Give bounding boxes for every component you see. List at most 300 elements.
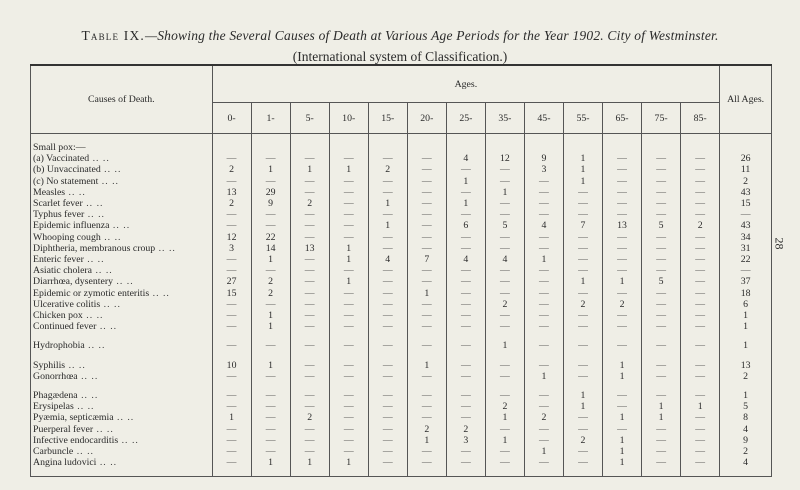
table-row <box>31 371 772 382</box>
table-row <box>31 265 772 276</box>
age-value-cell: 1 <box>407 360 446 371</box>
age-value-cell: — <box>407 220 446 231</box>
all-ages-cell: 43 <box>720 220 772 231</box>
age-value-cell: — <box>446 371 485 382</box>
age-value-cell: 1 <box>368 220 407 231</box>
age-value-cell: 29 <box>251 187 290 198</box>
age-value-cell: 2 <box>212 164 251 175</box>
age-value-cell: — <box>681 457 720 468</box>
age-value-cell: — <box>603 243 642 254</box>
age-value-cell <box>212 142 251 153</box>
age-value-cell: 1 <box>251 360 290 371</box>
age-value-cell: — <box>681 435 720 446</box>
table-title-lead: Table IX. <box>81 28 145 43</box>
age-value-cell: — <box>485 176 524 187</box>
age-group-header: 45- <box>524 103 563 134</box>
spacer-row <box>31 134 772 143</box>
age-value-cell: 1 <box>251 321 290 332</box>
age-value-cell: 2 <box>681 220 720 231</box>
age-value-cell: — <box>212 220 251 231</box>
age-value-cell: — <box>329 153 368 164</box>
all-ages-cell: 2 <box>720 176 772 187</box>
all-ages-cell <box>720 142 772 153</box>
age-value-cell: — <box>446 390 485 401</box>
cause-label: Asiatic cholera <box>33 265 93 277</box>
spacer-row <box>31 332 772 340</box>
age-value-cell: — <box>681 276 720 287</box>
age-value-cell: — <box>368 209 407 220</box>
age-value-cell: — <box>603 176 642 187</box>
all-ages-column-header: All Ages. <box>720 65 772 134</box>
age-value-cell: — <box>446 299 485 310</box>
cause-label: Epidemic influenza <box>33 220 110 232</box>
age-value-cell: — <box>485 288 524 299</box>
age-value-cell: — <box>524 209 563 220</box>
leader-dots: .. .. <box>73 401 95 413</box>
age-value-cell: — <box>329 220 368 231</box>
cause-label: Typhus fever <box>33 209 85 221</box>
age-value-cell: — <box>407 401 446 412</box>
age-value-cell: — <box>524 187 563 198</box>
age-value-cell: 7 <box>563 220 602 231</box>
age-value-cell: 15 <box>212 288 251 299</box>
leader-dots: .. .. <box>98 175 119 187</box>
age-value-cell: — <box>524 176 563 187</box>
table-row <box>31 310 772 321</box>
age-value-cell: — <box>368 310 407 321</box>
age-value-cell: — <box>329 299 368 310</box>
age-value-cell: — <box>642 446 681 457</box>
age-value-cell: — <box>603 265 642 276</box>
leader-dots: .. .. <box>82 310 104 322</box>
all-ages-cell: 8 <box>720 412 772 423</box>
age-value-cell <box>485 142 524 153</box>
all-ages-cell: 22 <box>720 254 772 265</box>
age-group-header: 15- <box>368 103 407 134</box>
leader-dots: .. .. <box>96 321 118 333</box>
age-value-cell: — <box>407 371 446 382</box>
age-value-cell: 9 <box>524 153 563 164</box>
spacer-row <box>31 382 772 390</box>
age-value-cell: 14 <box>251 243 290 254</box>
all-ages-cell: 26 <box>720 153 772 164</box>
age-group-header: 65- <box>603 103 642 134</box>
age-value-cell: — <box>524 424 563 435</box>
age-value-cell: 1 <box>563 164 602 175</box>
leader-dots: .. .. <box>93 423 114 435</box>
age-value-cell: — <box>290 401 329 412</box>
age-value-cell: 1 <box>407 288 446 299</box>
age-value-cell: 6 <box>446 220 485 231</box>
age-value-cell: — <box>329 371 368 382</box>
age-value-cell: — <box>563 288 602 299</box>
age-value-cell: — <box>329 412 368 423</box>
age-value-cell: — <box>290 288 329 299</box>
age-value-cell: — <box>329 232 368 243</box>
age-value-cell: — <box>368 299 407 310</box>
age-value-cell: — <box>603 321 642 332</box>
leader-dots: .. .. <box>84 340 106 352</box>
cause-label: Syphilis <box>33 359 66 371</box>
table-row <box>31 187 772 198</box>
age-value-cell: — <box>563 321 602 332</box>
age-value-cell: — <box>407 390 446 401</box>
age-value-cell <box>251 142 290 153</box>
age-value-cell: 7 <box>407 254 446 265</box>
table-row <box>31 457 772 468</box>
age-value-cell: — <box>485 164 524 175</box>
cause-cell <box>31 176 213 187</box>
cause-label: Epidemic or zymotic enteritis <box>33 287 150 299</box>
age-value-cell: 3 <box>446 435 485 446</box>
age-value-cell: — <box>642 288 681 299</box>
age-value-cell: — <box>251 435 290 446</box>
age-value-cell: — <box>446 187 485 198</box>
table-row <box>31 232 772 243</box>
age-value-cell: — <box>524 243 563 254</box>
age-value-cell: — <box>563 412 602 423</box>
age-value-cell: 2 <box>368 164 407 175</box>
age-value-cell: — <box>524 288 563 299</box>
age-value-cell: — <box>446 340 485 351</box>
age-value-cell: — <box>407 299 446 310</box>
age-value-cell: 1 <box>485 187 524 198</box>
age-value-cell: — <box>642 390 681 401</box>
leader-dots: .. .. <box>77 370 99 382</box>
age-value-cell: 1 <box>251 457 290 468</box>
age-value-cell: — <box>407 265 446 276</box>
age-value-cell: — <box>368 412 407 423</box>
age-value-cell: 5 <box>485 220 524 231</box>
table-body <box>31 134 772 477</box>
age-value-cell: — <box>290 232 329 243</box>
age-value-cell: — <box>407 340 446 351</box>
age-group-header: 25- <box>446 103 485 134</box>
age-value-cell: — <box>446 457 485 468</box>
page-number: 28 <box>772 237 787 250</box>
age-value-cell: — <box>212 340 251 351</box>
leader-dots: .. .. <box>112 276 134 288</box>
age-value-cell: — <box>407 176 446 187</box>
age-value-cell: — <box>642 232 681 243</box>
all-ages-cell: 6 <box>720 299 772 310</box>
age-value-cell: 1 <box>368 198 407 209</box>
age-value-cell: 10 <box>212 360 251 371</box>
age-value-cell: — <box>681 243 720 254</box>
cause-label: (b) Unvaccinated <box>33 164 101 176</box>
leader-dots: .. .. <box>113 412 135 424</box>
age-value-cell: — <box>446 164 485 175</box>
age-value-cell: — <box>485 424 524 435</box>
table-row <box>31 435 772 446</box>
age-value-cell: — <box>603 232 642 243</box>
age-value-cell: 1 <box>603 276 642 287</box>
age-value-cell: — <box>681 254 720 265</box>
age-value-cell: — <box>212 209 251 220</box>
table-row <box>31 164 772 175</box>
age-value-cell: 13 <box>603 220 642 231</box>
age-value-cell: — <box>524 340 563 351</box>
all-ages-cell: 1 <box>720 390 772 401</box>
cause-cell <box>31 243 213 254</box>
age-value-cell: 27 <box>212 276 251 287</box>
age-value-cell: — <box>603 153 642 164</box>
cause-cell <box>31 232 213 243</box>
age-value-cell: — <box>251 424 290 435</box>
age-value-cell: — <box>563 198 602 209</box>
cause-label: Continued fever <box>33 321 97 333</box>
age-value-cell: — <box>407 457 446 468</box>
age-value-cell: — <box>681 153 720 164</box>
table-row <box>31 446 772 457</box>
age-value-cell: 1 <box>642 412 681 423</box>
cause-cell <box>31 321 213 332</box>
age-value-cell: — <box>251 265 290 276</box>
age-value-cell: — <box>446 276 485 287</box>
age-value-cell: — <box>524 435 563 446</box>
cause-label: Small pox:— <box>33 142 86 153</box>
cause-cell <box>31 187 213 198</box>
age-value-cell: — <box>407 164 446 175</box>
age-value-cell: 1 <box>446 176 485 187</box>
age-value-cell: — <box>329 321 368 332</box>
cause-cell <box>31 265 213 276</box>
leader-dots: .. .. <box>96 457 118 469</box>
age-value-cell: 4 <box>524 220 563 231</box>
age-value-cell <box>563 142 602 153</box>
age-group-header: 5- <box>290 103 329 134</box>
age-value-cell: — <box>563 265 602 276</box>
age-value-cell: — <box>290 371 329 382</box>
age-value-cell: — <box>290 254 329 265</box>
cause-cell <box>31 198 213 209</box>
age-value-cell: — <box>563 424 602 435</box>
age-value-cell: — <box>368 232 407 243</box>
age-value-cell: 1 <box>446 198 485 209</box>
age-value-cell: — <box>251 340 290 351</box>
age-value-cell: — <box>681 299 720 310</box>
age-value-cell <box>681 142 720 153</box>
age-value-cell: 1 <box>485 412 524 423</box>
age-value-cell: — <box>212 265 251 276</box>
age-value-cell: — <box>329 187 368 198</box>
age-value-cell: — <box>642 424 681 435</box>
all-ages-cell: 37 <box>720 276 772 287</box>
age-value-cell: — <box>642 187 681 198</box>
age-value-cell: — <box>681 390 720 401</box>
age-value-cell: — <box>603 209 642 220</box>
cause-cell <box>31 153 213 164</box>
age-value-cell: — <box>603 310 642 321</box>
all-ages-cell: 2 <box>720 371 772 382</box>
age-value-cell: 3 <box>524 164 563 175</box>
age-value-cell: 1 <box>603 371 642 382</box>
age-value-cell: — <box>524 232 563 243</box>
cause-cell <box>31 435 213 446</box>
age-value-cell: — <box>681 321 720 332</box>
age-value-cell: — <box>446 265 485 276</box>
age-value-cell: 1 <box>524 446 563 457</box>
all-ages-cell: 11 <box>720 164 772 175</box>
age-value-cell: — <box>212 310 251 321</box>
all-ages-cell: 43 <box>720 187 772 198</box>
age-value-cell <box>407 142 446 153</box>
age-value-cell: — <box>485 232 524 243</box>
age-value-cell: — <box>642 254 681 265</box>
leader-dots: .. .. <box>73 446 94 458</box>
table-row <box>31 198 772 209</box>
age-value-cell: — <box>681 265 720 276</box>
age-value-cell <box>290 142 329 153</box>
age-group-header: 55- <box>563 103 602 134</box>
cause-label: Whooping cough <box>33 231 101 243</box>
age-value-cell: — <box>642 321 681 332</box>
age-value-cell: 4 <box>368 254 407 265</box>
spacer-row <box>31 352 772 360</box>
age-value-cell: — <box>290 435 329 446</box>
cause-cell <box>31 401 213 412</box>
age-value-cell: 1 <box>603 360 642 371</box>
age-value-cell: — <box>368 321 407 332</box>
age-value-cell: 9 <box>251 198 290 209</box>
all-ages-cell: 15 <box>720 198 772 209</box>
age-value-cell: — <box>368 390 407 401</box>
age-value-cell: — <box>368 153 407 164</box>
age-value-cell: — <box>642 265 681 276</box>
age-value-cell: — <box>446 446 485 457</box>
age-value-cell: — <box>329 340 368 351</box>
age-value-cell: 22 <box>251 232 290 243</box>
leader-dots: .. .. <box>155 242 176 254</box>
age-value-cell: 1 <box>681 401 720 412</box>
cause-label: Enteric fever <box>33 254 84 266</box>
age-value-cell: — <box>563 446 602 457</box>
cause-label: Diphtheria, membranous croup <box>33 242 156 254</box>
all-ages-cell: — <box>720 209 772 220</box>
age-value-cell: — <box>681 424 720 435</box>
age-value-cell: — <box>407 446 446 457</box>
age-value-cell: — <box>642 360 681 371</box>
age-value-cell: — <box>368 187 407 198</box>
age-value-cell: 1 <box>563 401 602 412</box>
causes-of-death-table <box>30 64 772 477</box>
age-value-cell: 1 <box>563 176 602 187</box>
leader-dots: .. .. <box>83 254 105 266</box>
age-value-cell: — <box>329 265 368 276</box>
age-value-cell: — <box>329 209 368 220</box>
table-row <box>31 412 772 423</box>
age-value-cell: — <box>485 457 524 468</box>
age-value-cell: — <box>212 446 251 457</box>
age-value-cell: — <box>485 310 524 321</box>
age-value-cell: — <box>329 360 368 371</box>
age-value-cell: — <box>603 198 642 209</box>
age-value-cell: — <box>603 401 642 412</box>
age-value-cell: — <box>524 198 563 209</box>
age-value-cell: — <box>212 401 251 412</box>
age-value-cell: — <box>329 176 368 187</box>
age-group-header: 0- <box>212 103 251 134</box>
leader-dots: .. .. <box>100 298 121 310</box>
table-row <box>31 254 772 265</box>
age-group-header: 1- <box>251 103 290 134</box>
age-value-cell: — <box>485 390 524 401</box>
age-value-cell: — <box>251 371 290 382</box>
age-value-cell: — <box>681 209 720 220</box>
age-value-cell <box>603 142 642 153</box>
age-value-cell: 12 <box>212 232 251 243</box>
age-value-cell: — <box>212 390 251 401</box>
age-value-cell: — <box>446 209 485 220</box>
age-value-cell: — <box>212 153 251 164</box>
age-value-cell: — <box>603 390 642 401</box>
age-value-cell: 1 <box>603 446 642 457</box>
cause-label: Carbuncle <box>33 446 74 458</box>
cause-label: Diarrhœa, dysentery <box>33 276 113 288</box>
age-value-cell: — <box>368 340 407 351</box>
all-ages-cell: 18 <box>720 288 772 299</box>
age-value-cell: 1 <box>329 254 368 265</box>
age-value-cell: — <box>368 243 407 254</box>
age-value-cell: — <box>603 424 642 435</box>
age-value-cell: — <box>329 435 368 446</box>
age-value-cell <box>329 142 368 153</box>
age-value-cell: — <box>251 390 290 401</box>
age-value-cell: — <box>368 360 407 371</box>
age-value-cell: — <box>290 310 329 321</box>
age-value-cell: 5 <box>642 220 681 231</box>
cause-cell <box>31 288 213 299</box>
age-value-cell: — <box>368 176 407 187</box>
age-value-cell: — <box>563 340 602 351</box>
age-value-cell: 1 <box>563 390 602 401</box>
cause-label: Ulcerative colitis <box>33 298 101 310</box>
age-value-cell: — <box>524 401 563 412</box>
age-value-cell: — <box>251 412 290 423</box>
age-group-header: 75- <box>642 103 681 134</box>
age-value-cell: — <box>329 401 368 412</box>
age-value-cell: — <box>446 321 485 332</box>
table-title-description: —Showing the Several Causes of Death at Various Age Periods for the Year 1902. City of Westminster. <box>145 28 719 43</box>
age-value-cell: — <box>290 209 329 220</box>
age-value-cell: — <box>563 209 602 220</box>
age-value-cell: 4 <box>485 254 524 265</box>
age-value-cell: — <box>290 220 329 231</box>
age-value-cell: — <box>407 198 446 209</box>
cause-cell <box>31 142 213 153</box>
age-value-cell: 1 <box>563 153 602 164</box>
age-value-cell: — <box>251 220 290 231</box>
age-value-cell: — <box>603 340 642 351</box>
age-value-cell: — <box>446 232 485 243</box>
age-value-cell: 1 <box>329 457 368 468</box>
age-value-cell: — <box>446 243 485 254</box>
age-value-cell: — <box>485 321 524 332</box>
age-value-cell: — <box>329 288 368 299</box>
age-value-cell: — <box>485 243 524 254</box>
table-title <box>0 28 800 44</box>
age-value-cell: — <box>407 412 446 423</box>
age-value-cell: — <box>368 288 407 299</box>
age-value-cell: 1 <box>212 412 251 423</box>
table-row <box>31 360 772 371</box>
age-value-cell: — <box>681 198 720 209</box>
age-value-cell: — <box>407 153 446 164</box>
cause-label: Erysipelas <box>33 401 74 413</box>
age-value-cell: — <box>290 276 329 287</box>
age-value-cell: 1 <box>251 310 290 321</box>
age-value-cell: — <box>563 243 602 254</box>
